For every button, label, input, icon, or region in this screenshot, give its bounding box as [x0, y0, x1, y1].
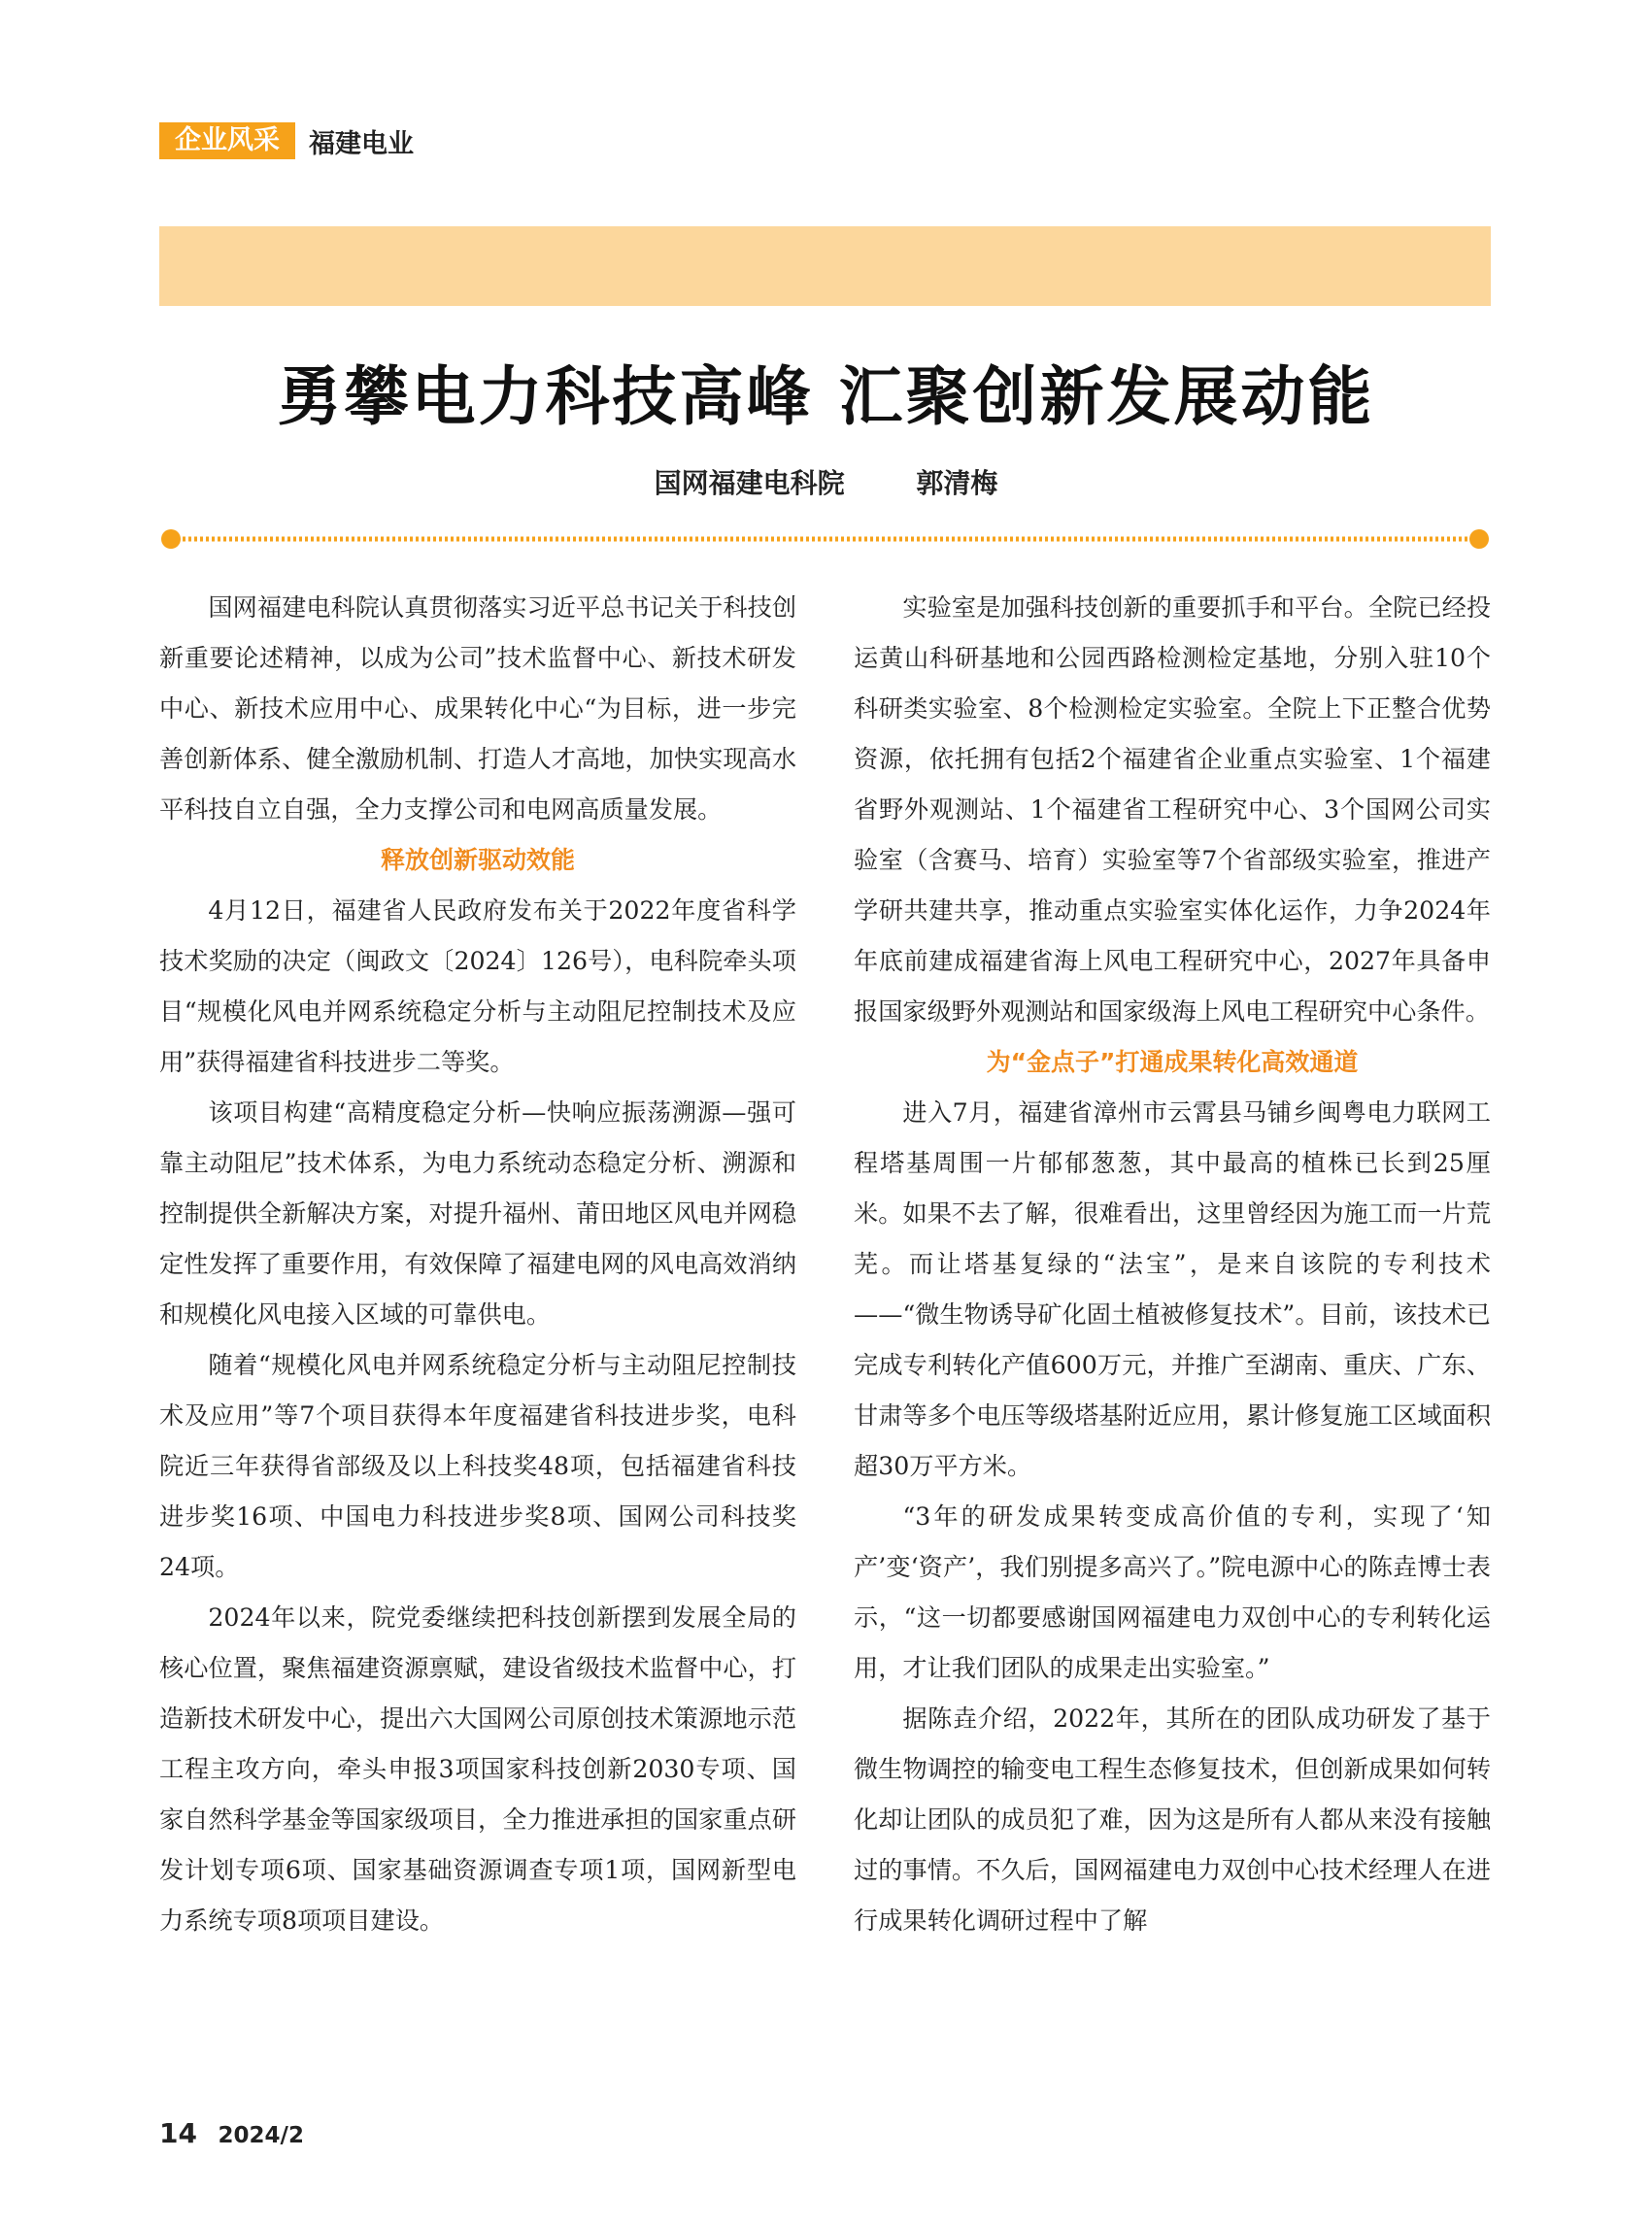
- section-header: [159, 122, 414, 159]
- subheading: 为“金点子”打通成果转化高效通道: [986, 1048, 1359, 1076]
- page-footer: [159, 2117, 304, 2149]
- paragraph: 实验室是加强科技创新的重要抓手和平台。全院已经投运黄山科研基地和公园西路检测检定基地，分别入驻10个科研类实验室、8个检测检定实验室。全院上下正整合优势资源，依托拥有包括2个福建省企业重点实验室、1个福建省野外观测站、1个福建省工程研究中心、3个国网公司实验室（含赛马、培育）实验室等7个省部级实验室，推进产学研共建共享，推动重点实验室实体化运作，力争2024年年底前建成福建省海上风电工程研究中心，2027年具备申报国家级野外观测站和国家级海上风电工程研究中心条件。: [854, 593, 1491, 1026]
- subheading: 释放创新驱动效能: [380, 846, 575, 874]
- right-column: [854, 583, 1491, 1946]
- left-column: [159, 583, 796, 1946]
- decorative-divider: [159, 527, 1491, 551]
- divider-right-dot: [1469, 529, 1489, 549]
- section-tag: 企业风采: [159, 122, 295, 159]
- issue-number: 2024/2: [218, 2123, 304, 2148]
- divider-left-dot: [161, 529, 181, 549]
- author-organization: 国网福建电科院: [654, 467, 845, 499]
- byline: [0, 462, 1652, 501]
- paragraph: 2024年以来，院党委继续把科技创新摆到发展全局的核心位置，聚焦福建资源禀赋，建设省级技术监督中心，打造新技术研发中心，提出六大国网公司原创技术策源地示范工程主攻方向，牵头申报3项国家科技创新2030专项、国家自然科学基金等国家级项目，全力推进承担的国家重点研发计划专项6项、国家基础资源调查专项1项，国网新型电力系统专项8项项目建设。: [159, 1603, 796, 1935]
- paragraph: 该项目构建“高精度稳定分析—快响应振荡溯源—强可靠主动阻尼”技术体系，为电力系统动态稳定分析、溯源和控制提供全新解决方案，对提升福州、莆田地区风电并网稳定性发挥了重要作用，有效保障了福建电网的风电高效消纳和规模化风电接入区域的可靠供电。: [159, 1098, 796, 1329]
- paragraph: 进入7月，福建省漳州市云霄县马铺乡闽粤电力联网工程塔基周围一片郁郁葱葱，其中最高的植株已长到25厘米。如果不去了解，很难看出，这里曾经因为施工而一片荒芜。而让塔基复绿的“法宝”，是来自该院的专利技术——“微生物诱导矿化固土植被修复技术”。目前，该技术已完成专利转化产值600万元，并推广至湖南、重庆、广东、甘肃等多个电压等级塔基附近应用，累计修复施工区域面积超30万平方米。: [854, 1098, 1491, 1480]
- paragraph: 随着“规模化风电并网系统稳定分析与主动阻尼控制技术及应用”等7个项目获得本年度福建省科技进步奖，电科院近三年获得省部级及以上科技奖48项，包括福建省科技进步奖16项、中国电力科技进步奖8项、国网公司科技奖24项。: [159, 1351, 796, 1581]
- article-title: 勇攀电力科技高峰 汇聚创新发展动能: [277, 359, 1375, 434]
- author-name: 郭清梅: [916, 467, 998, 499]
- article-body: [159, 583, 1491, 2059]
- paragraph: 据陈垚介绍，2022年，其所在的团队成功研发了基于微生物调控的输变电工程生态修复技术，但创新成果如何转化却让团队的成员犯了难，因为这是所有人都从来没有接触过的事情。不久后，国网福建电力双创中心技术经理人在进行成果转化调研过程中了解: [854, 1704, 1491, 1935]
- paragraph: 4月12日，福建省人民政府发布关于2022年度省科学技术奖励的决定（闽政文〔2024〕126号），电科院牵头项目“规模化风电并网系统稳定分析与主动阻尼控制技术及应用”获得福建省科技进步二等奖。: [159, 896, 796, 1076]
- page-number: 14: [159, 2117, 197, 2149]
- publication-name: 福建电业: [309, 128, 414, 159]
- paragraph: “3年的研发成果转变成高价值的专利，实现了‘知产’变‘资产’，我们别提多高兴了。”院电源中心的陈垚博士表示，“这一切都要感谢国网福建电力双创中心的专利转化运用，才让我们团队的成果走出实验室。”: [854, 1502, 1491, 1682]
- paragraph: 国网福建电科院认真贯彻落实习近平总书记关于科技创新重要论述精神，以成为公司”技术监督中心、新技术研发中心、新技术应用中心、成果转化中心“为目标，进一步完善创新体系、健全激励机制、打造人才高地，加快实现高水平科技自立自强，全力支撑公司和电网高质量发展。: [159, 593, 796, 824]
- title-banner: [159, 226, 1491, 306]
